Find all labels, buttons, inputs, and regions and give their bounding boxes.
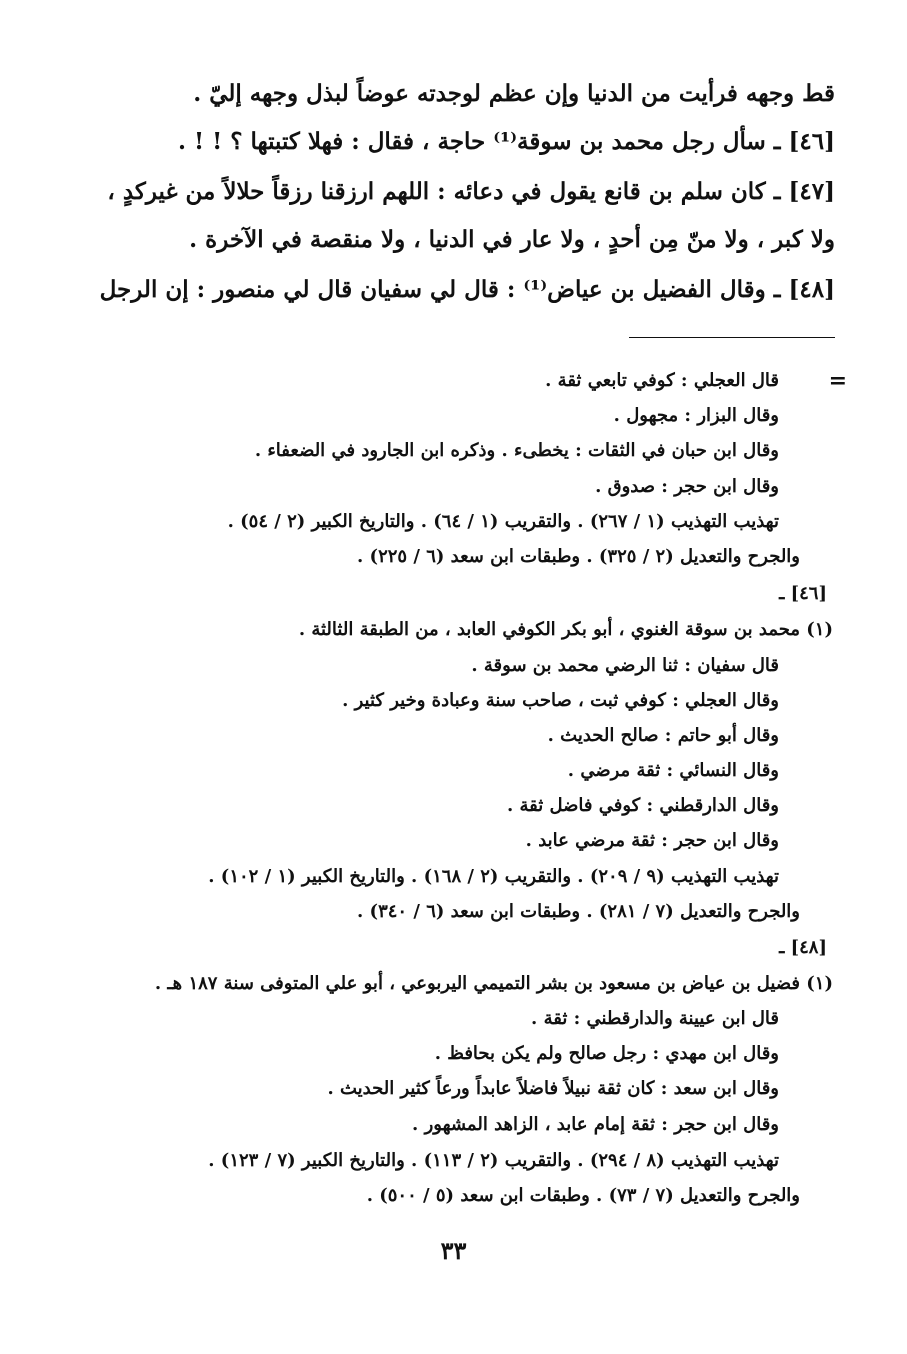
page-number: ٣٣ <box>440 1236 467 1265</box>
entry-48-line: [٤٨] ـ وقال الفضيل بن عياض⁽¹⁾ : قال لي سفيان قال لي منصور : إن الرجل <box>99 276 835 303</box>
footnote-line: وقال النسائي : ثقة مرضي . <box>567 760 779 781</box>
footnote-line: وقال ابن حجر : ثقة مرضي عابد . <box>525 830 779 851</box>
footnote-line: والجرح والتعديل (٧ / ٢٨١) . وطبقات ابن سعد (٦ / ٣٤٠) . <box>357 901 800 922</box>
main-text-line: قط وجهه فرأيت من الدنيا وإن عظم لوجدته عوضاً لبذل وجهه إليّ . <box>193 80 835 107</box>
footnote-line: وقال ابن حبان في الثقات : يخطىء . وذكره ابن الجارود في الضعفاء . <box>254 440 779 461</box>
footnote-line: وقال الدارقطني : كوفي فاضل ثقة . <box>506 795 779 816</box>
footnote-line: قال العجلي : كوفي تابعي ثقة . <box>545 370 779 391</box>
footnote-line: قال سفيان : ثنا الرضي محمد بن سوقة . <box>471 655 779 676</box>
footnote-line: والجرح والتعديل (٧ / ٧٣) . وطبقات ابن سعد (٥ / ٥٠٠) . <box>366 1185 800 1206</box>
footnote-heading: (١) فضيل بن عياض بن مسعود بن بشر التميمي اليربوعي ، أبو علي المتوفى سنة ١٨٧ هـ . <box>154 973 833 994</box>
entry-46-line: [٤٦] ـ سأل رجل محمد بن سوقة⁽¹⁾ حاجة ، فقال : فهلا كتبتها ؟ ! ! . <box>178 128 835 155</box>
entry-47-line: [٤٧] ـ كان سلم بن قانع يقول في دعائه : اللهم ارزقنا رزقاً حلالاً من غيركدٍ ، <box>107 178 835 205</box>
footnote-line: تهذيب التهذيب (١ / ٢٦٧) . والتقريب (١ / ٦٤) . والتاريخ الكبير (٢ / ٥٤) . <box>227 511 779 532</box>
footnote-line: وقال ابن مهدي : رجل صالح ولم يكن بحافظ . <box>434 1043 779 1064</box>
footnote-line: قال ابن عيينة والدارقطني : ثقة . <box>531 1008 779 1029</box>
footnote-line: وقال أبو حاتم : صالح الحديث . <box>547 725 779 746</box>
footnote-line: والجرح والتعديل (٢ / ٣٢٥) . وطبقات ابن سعد (٦ / ٢٢٥) . <box>357 546 800 567</box>
footnote-entry-marker: [٤٦] ـ <box>779 583 827 604</box>
footnote-separator <box>629 337 835 338</box>
footnote-line: وقال البزار : مجهول . <box>613 405 779 426</box>
footnote-line: وقال ابن حجر : صدوق . <box>595 476 779 497</box>
footnote-line: تهذيب التهذيب (٩ / ٢٠٩) . والتقريب (٢ / ١٦٨) . والتاريخ الكبير (١ / ١٠٢) . <box>208 866 779 887</box>
footnote-line: وقال العجلي : كوفي ثبت ، صاحب سنة وعبادة وخير كثير . <box>342 690 779 711</box>
footnote-heading: (١) محمد بن سوقة الغنوي ، أبو بكر الكوفي العابد ، من الطبقة الثالثة . <box>298 619 833 640</box>
footnote-line: تهذيب التهذيب (٨ / ٢٩٤) . والتقريب (٢ / ١١٣) . والتاريخ الكبير (٧ / ١٢٣) . <box>208 1150 779 1171</box>
footnote-line: وقال ابن سعد : كان ثقة نبيلاً فاضلاً عابداً ورعاً كثير الحديث . <box>327 1078 779 1099</box>
footnote-entry-marker: [٤٨] ـ <box>779 937 827 958</box>
footnote-line: وقال ابن حجر : ثقة إمام عابد ، الزاهد المشهور . <box>412 1114 779 1135</box>
continuation-mark: = <box>828 368 847 394</box>
entry-47-continuation: ولا كبر ، ولا منّ مِن أحدٍ ، ولا عار في الدنيا ، ولا منقصة في الآخرة . <box>189 226 835 253</box>
